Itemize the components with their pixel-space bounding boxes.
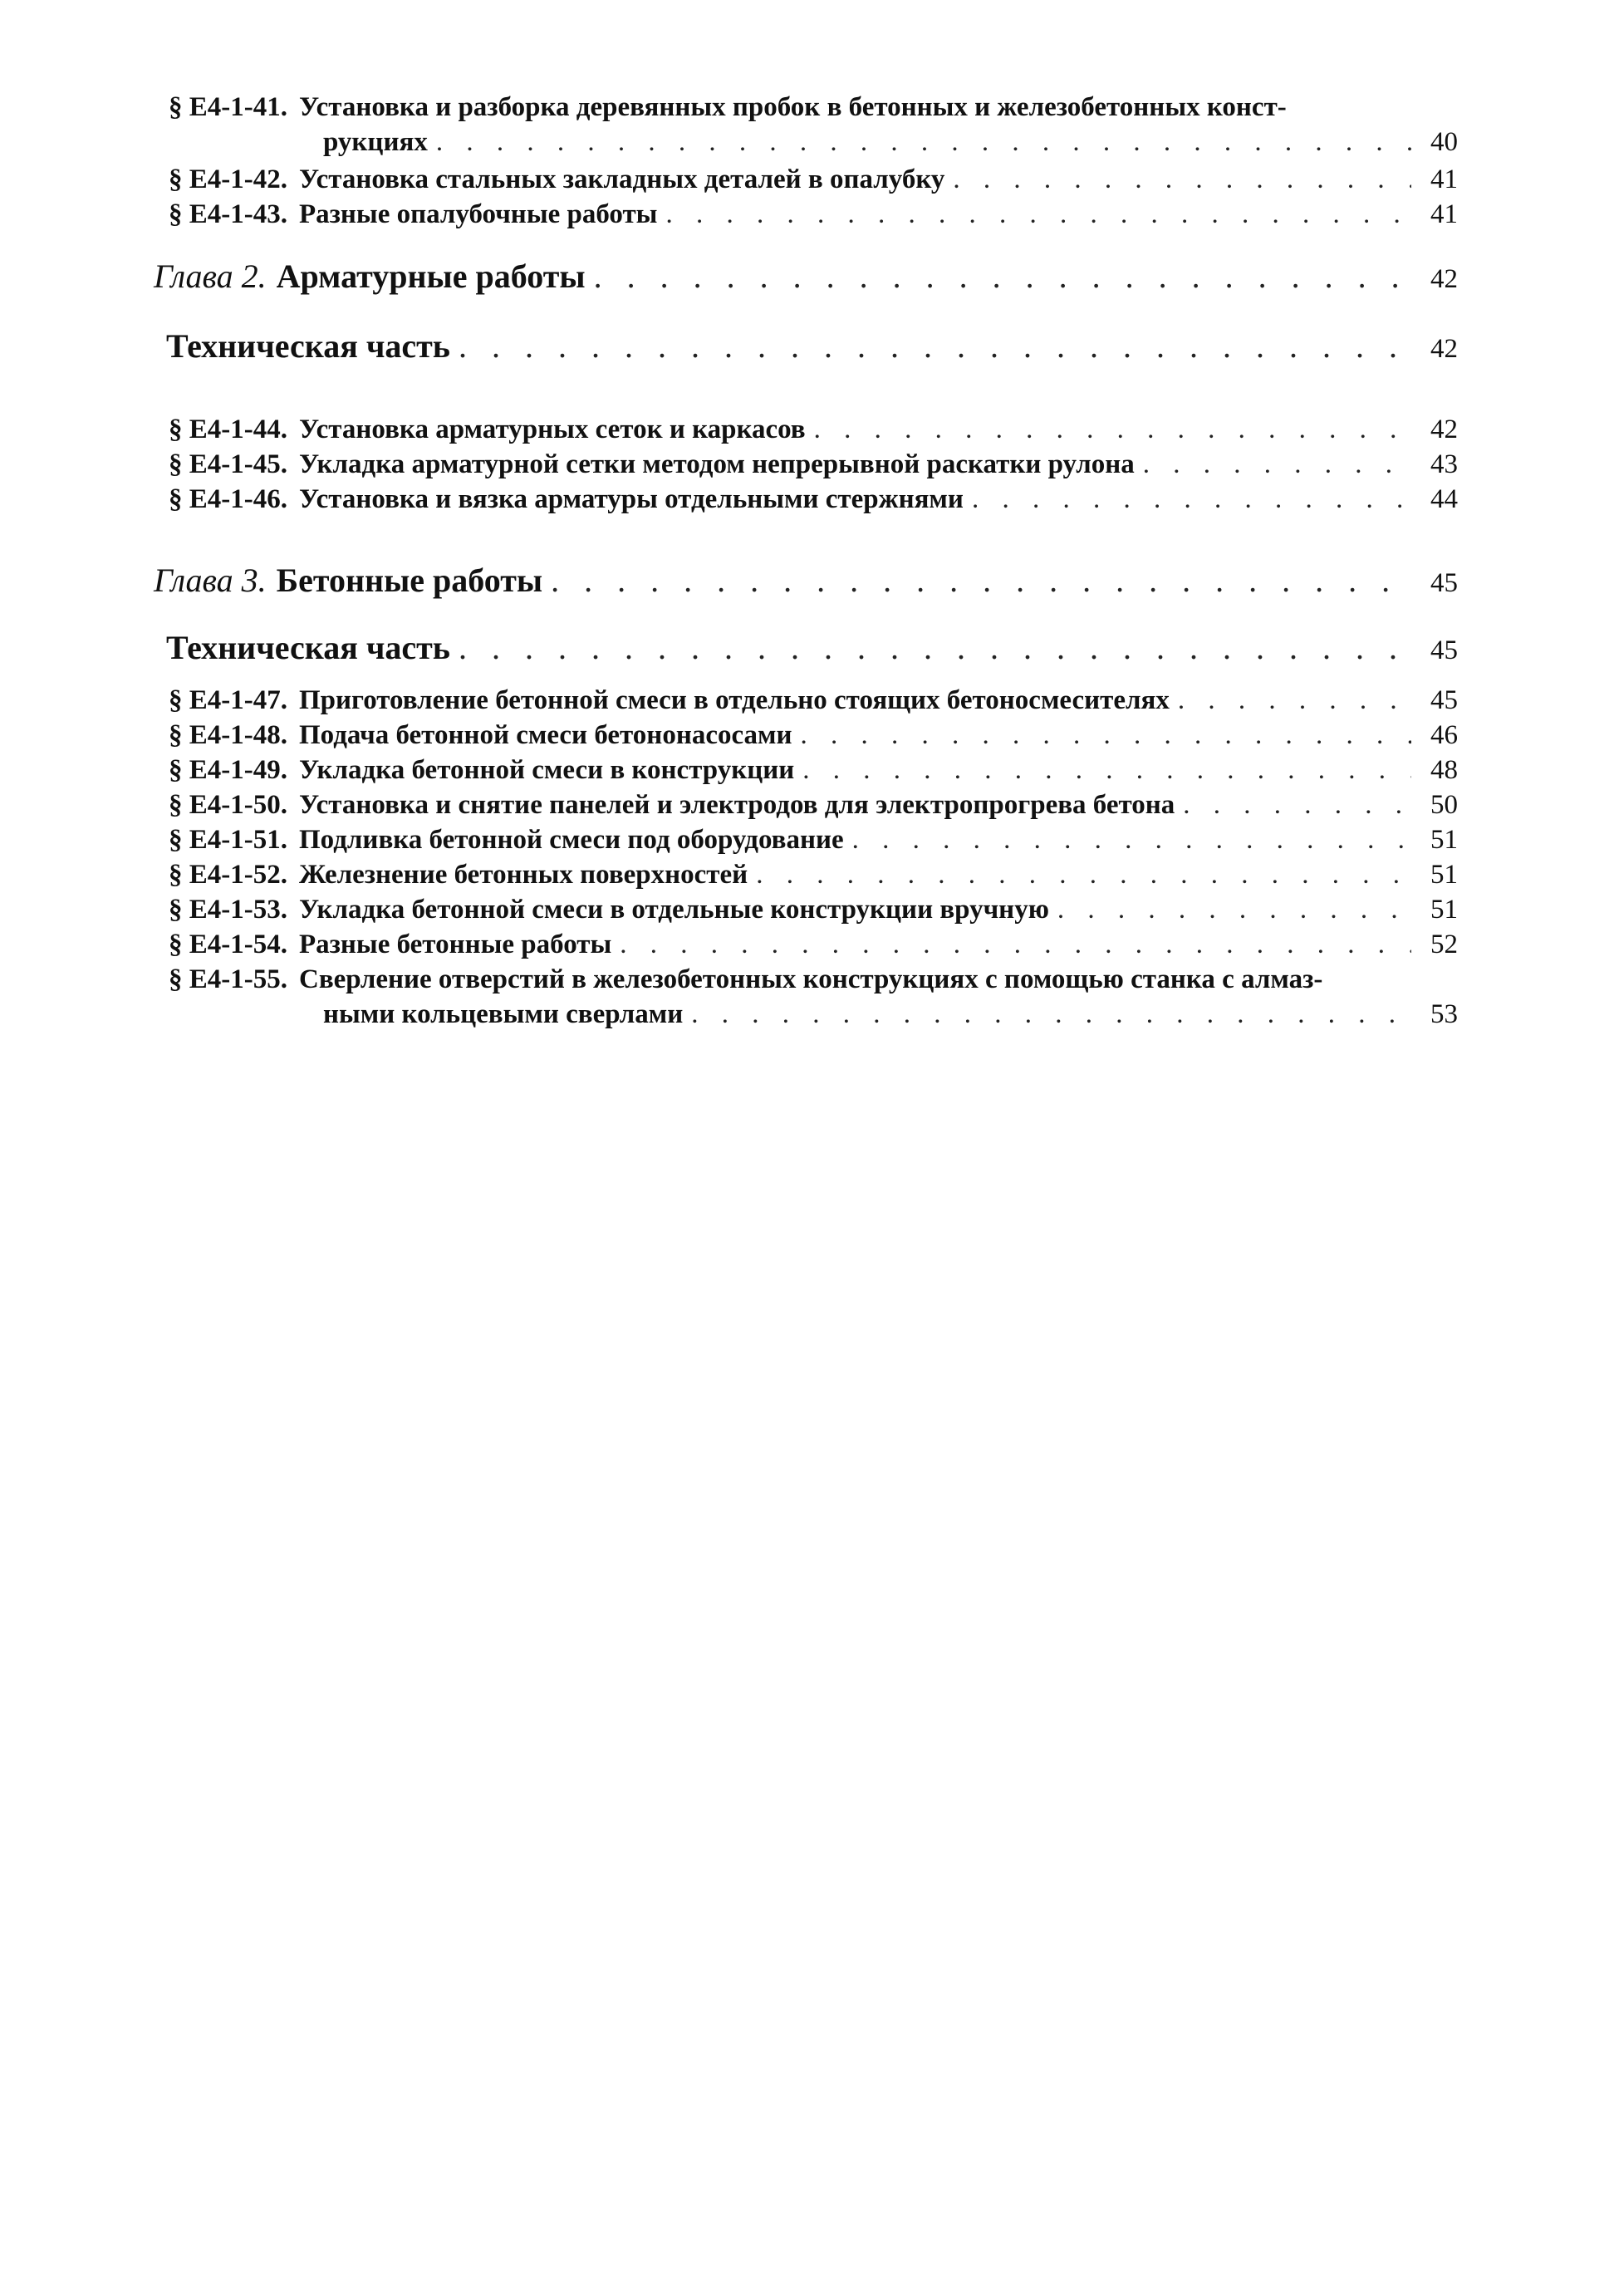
entry-title-continuation: рукциях	[323, 127, 428, 157]
entry-title: Подливка бетонной смеси под оборудование	[299, 825, 844, 855]
toc-entry-e4-1-48[interactable]	[169, 718, 1458, 753]
dot-leader	[802, 753, 1411, 787]
page-number: 45	[1430, 635, 1458, 665]
toc-entry-e4-1-45[interactable]	[169, 447, 1458, 482]
paragraph-number: § Е4-1-47.	[169, 685, 287, 715]
paragraph-number: § Е4-1-43.	[169, 199, 287, 229]
dot-leader	[691, 997, 1411, 1032]
page-number: 45	[1430, 568, 1458, 598]
page-number: 51	[1430, 895, 1458, 925]
dot-leader	[852, 822, 1411, 857]
page-number: 45	[1430, 685, 1458, 715]
dot-leader	[1183, 787, 1411, 822]
toc-entry-e4-1-49[interactable]	[169, 753, 1458, 787]
paragraph-number: § Е4-1-50.	[169, 790, 287, 820]
paragraph-number: § Е4-1-54.	[169, 930, 287, 959]
dot-leader	[1143, 447, 1411, 482]
page-number: 46	[1430, 720, 1458, 750]
paragraph-number: § Е4-1-53.	[169, 895, 287, 925]
dot-leader	[459, 326, 1411, 367]
dot-leader	[756, 857, 1411, 892]
toc-entry-e4-1-55[interactable]	[169, 962, 1458, 1032]
chapter-title: Арматурные работы	[276, 258, 586, 295]
chapter-3-heading[interactable]	[154, 560, 1458, 604]
dot-leader	[801, 718, 1411, 753]
entry-title: Железнение бетонных поверхностей	[299, 860, 748, 890]
dot-leader	[1057, 892, 1411, 927]
paragraph-number: § Е4-1-55.	[169, 964, 287, 994]
entry-title: Укладка бетонной смеси в конструкции	[299, 755, 795, 785]
dot-leader	[972, 482, 1411, 517]
paragraph-number: § Е4-1-52.	[169, 860, 287, 890]
page-number: 52	[1430, 930, 1458, 959]
page-number: 40	[1430, 127, 1458, 157]
toc-entry-e4-1-42[interactable]	[169, 162, 1458, 197]
page-number: 51	[1430, 860, 1458, 890]
page-number: 42	[1430, 264, 1458, 294]
paragraph-number: § Е4-1-45.	[169, 449, 287, 479]
toc-entry-e4-1-44[interactable]	[169, 412, 1458, 447]
entry-title: Укладка бетонной смеси в отдельные конструкции вручную	[299, 895, 1049, 925]
technical-part-heading[interactable]	[166, 627, 1458, 671]
page-number: 53	[1430, 999, 1458, 1029]
entry-title: Сверление отверстий в железобетонных конструкциях с помощью станка с алмаз-	[299, 964, 1323, 994]
entry-title: Разные бетонные работы	[299, 930, 612, 959]
paragraph-number: § Е4-1-42.	[169, 164, 287, 194]
entry-title: Установка стальных закладных деталей в опалубку	[299, 164, 945, 194]
dot-leader	[1178, 683, 1411, 718]
chapter-label: Глава 2.	[154, 258, 267, 295]
chapter-title: Бетонные работы	[276, 562, 543, 599]
dot-leader	[953, 162, 1411, 197]
dot-leader	[436, 125, 1411, 159]
toc-entry-e4-1-47[interactable]	[169, 683, 1458, 718]
entry-title: Разные опалубочные работы	[299, 199, 658, 229]
entry-title: Подача бетонной смеси бетононасосами	[299, 720, 792, 750]
entry-title: Установка арматурных сеток и каркасов	[299, 415, 806, 444]
toc-entry-e4-1-51[interactable]	[169, 822, 1458, 857]
entry-title: Установка и разборка деревянных пробок в бетонных и железобетонных конст-	[299, 92, 1287, 122]
toc-entry-e4-1-46[interactable]	[169, 482, 1458, 517]
page-number: 51	[1430, 825, 1458, 855]
dot-leader	[551, 560, 1411, 601]
toc-entry-e4-1-53[interactable]	[169, 892, 1458, 927]
chapter-2-heading[interactable]	[154, 256, 1458, 300]
page-number: 48	[1430, 755, 1458, 785]
page-number: 41	[1430, 199, 1458, 229]
paragraph-number: § Е4-1-48.	[169, 720, 287, 750]
toc-entry-e4-1-52[interactable]	[169, 857, 1458, 892]
technical-part-heading[interactable]	[166, 326, 1458, 370]
section-title: Техническая часть	[166, 629, 450, 666]
paragraph-number: § Е4-1-49.	[169, 755, 287, 785]
dot-leader	[814, 412, 1411, 447]
entry-title: Установка и вязка арматуры отдельными стержнями	[299, 484, 964, 514]
page-number: 50	[1430, 790, 1458, 820]
paragraph-number: § Е4-1-44.	[169, 415, 287, 444]
page-number: 42	[1430, 334, 1458, 364]
page-number: 41	[1430, 164, 1458, 194]
entry-title: Приготовление бетонной смеси в отдельно стоящих бетоносмесителях	[299, 685, 1170, 715]
dot-leader	[459, 627, 1411, 669]
toc-entry-e4-1-43[interactable]	[169, 197, 1458, 232]
dot-leader	[620, 927, 1411, 962]
toc-entry-e4-1-54[interactable]	[169, 927, 1458, 962]
dot-leader	[594, 256, 1411, 297]
chapter-label: Глава 3.	[154, 562, 267, 599]
page-number: 44	[1430, 484, 1458, 514]
entry-title: Установка и снятие панелей и электродов для электропрогрева бетона	[299, 790, 1175, 820]
paragraph-number: § Е4-1-41.	[169, 92, 287, 122]
entry-title-continuation: ными кольцевыми сверлами	[323, 999, 684, 1029]
section-title: Техническая часть	[166, 327, 450, 365]
paragraph-number: § Е4-1-46.	[169, 484, 287, 514]
dot-leader	[665, 197, 1411, 232]
page-number: 43	[1430, 449, 1458, 479]
page-number: 42	[1430, 415, 1458, 444]
toc-entry-e4-1-41[interactable]	[169, 90, 1458, 159]
entry-title: Укладка арматурной сетки методом непрерывной раскатки рулона	[299, 449, 1135, 479]
toc-entry-e4-1-50[interactable]	[169, 787, 1458, 822]
paragraph-number: § Е4-1-51.	[169, 825, 287, 855]
